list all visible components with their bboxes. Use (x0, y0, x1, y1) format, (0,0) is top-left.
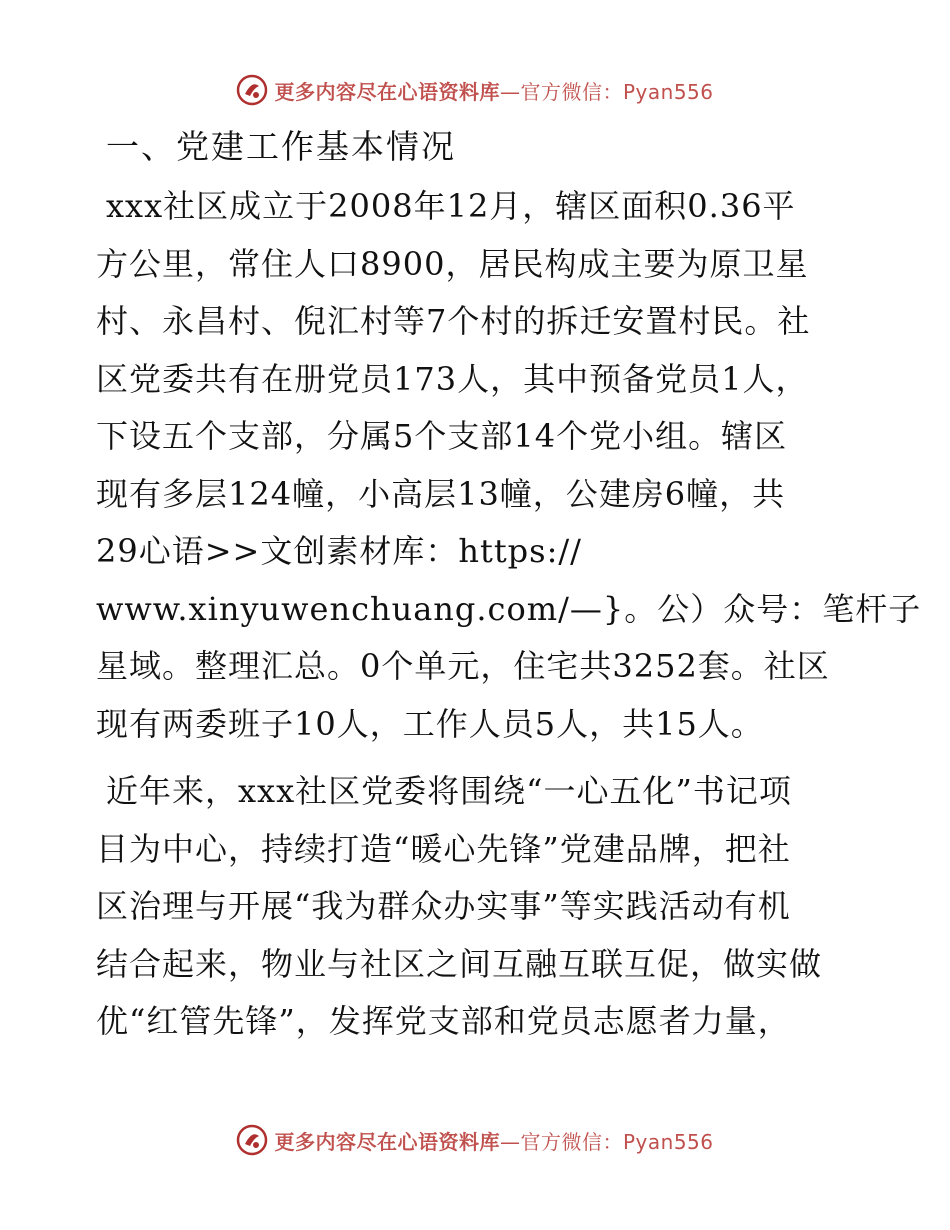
paragraph-line: 结合起来，物业与社区之间互融互联互促，做实做 (96, 944, 823, 983)
header-banner (0, 70, 950, 110)
paragraph-line: 优“红管先锋”，发挥党支部和党员志愿者力量， (96, 1002, 791, 1040)
paragraph-line: 村、永昌村、倪汇村等7个村的拆迁安置村民。社 (96, 302, 811, 340)
paragraph-2 (96, 763, 856, 1051)
paragraph-line: www.xinyuwenchuang.com/—}。公）众号：笔杆子 (96, 589, 922, 628)
banner-wechat-label: 官方微信： (520, 1129, 623, 1154)
banner-dash: — (499, 79, 521, 104)
paragraph-1 (96, 178, 922, 753)
banner-wechat-id: Pyan556 (622, 1129, 714, 1154)
paragraph-line: 下设五个支部，分属5个支部14个党小组。辖区 (96, 417, 788, 455)
red-seal-logo-icon (236, 1124, 268, 1156)
paragraph-line: 目为中心，持续打造“暖心先锋”党建品牌，把社 (96, 829, 791, 868)
red-seal-logo-icon (236, 74, 268, 106)
paragraph-line: xxx社区成立于2008年12月，辖区面积0.36平 (106, 187, 796, 225)
banner-text (274, 1126, 713, 1155)
footer-banner (0, 1120, 950, 1160)
document-body (96, 122, 922, 1061)
paragraph-line: 星域。整理汇总。0个单元，住宅共3252套。社区 (96, 647, 830, 685)
paragraph-line: 区党委共有在册党员173人，其中预备党员1人， (96, 359, 809, 398)
paragraph-line: 29心语>>文创素材库：https:// (96, 532, 582, 570)
banner-dash: — (499, 1129, 521, 1154)
paragraph-line: 现有两委班子10人，工作人员5人，共15人。 (96, 704, 764, 743)
paragraph-line: 近年来，xxx社区党委将围绕“一心五化”书记项 (106, 772, 792, 810)
banner-wechat-label: 官方微信： (520, 79, 623, 104)
banner-main-text: 更多内容尽在心语资料库 (274, 1129, 500, 1154)
paragraph-line: 现有多层124幢，小高层13幢，公建房6幢，共 (96, 474, 786, 513)
banner-wechat-id: Pyan556 (622, 79, 714, 104)
banner-main-text: 更多内容尽在心语资料库 (274, 79, 500, 104)
paragraph-line: 方公里，常住人口8900，居民构成主要为原卫星 (96, 244, 809, 283)
banner-text (274, 76, 713, 105)
section-heading: 一、党建工作基本情况 (106, 127, 456, 166)
paragraph-line: 区治理与开展“我为群众办实事”等实践活动有机 (96, 887, 791, 925)
